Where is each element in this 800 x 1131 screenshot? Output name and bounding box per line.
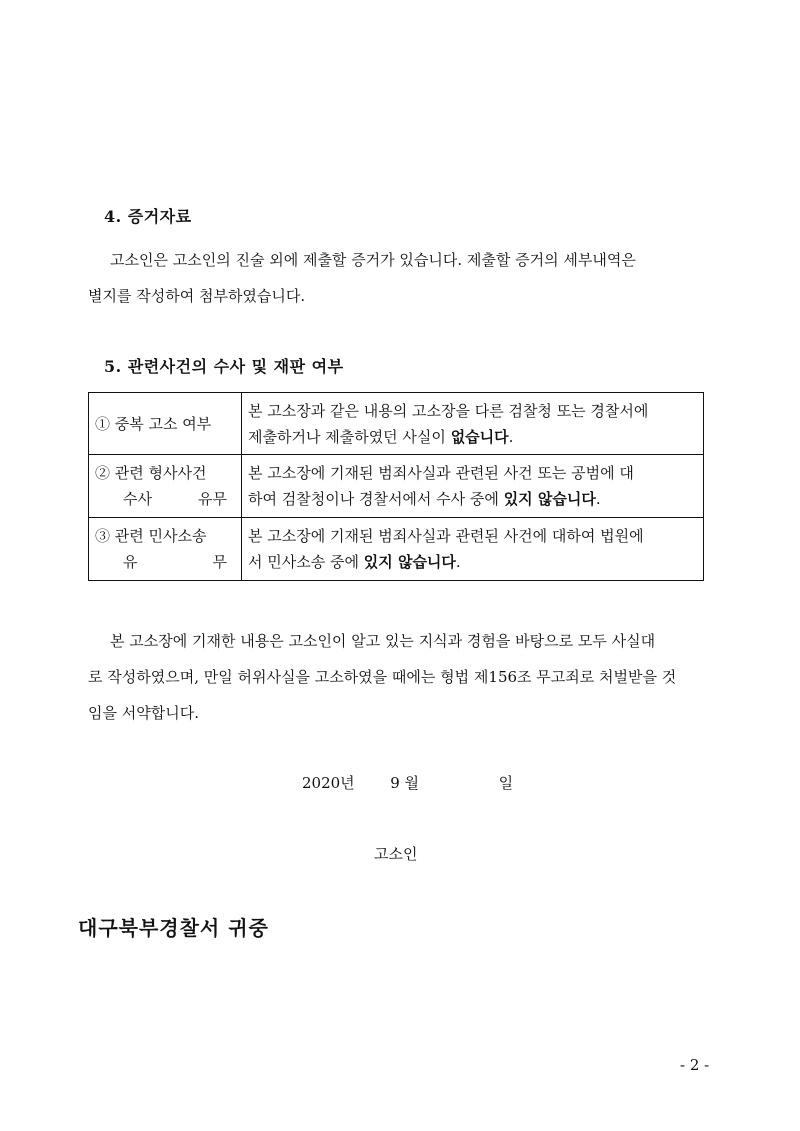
table-row (89, 518, 704, 581)
row-description (242, 518, 704, 581)
row-label-subtitle (95, 486, 235, 512)
row-description (242, 455, 704, 518)
evidence-line-1: 고소인은 고소인의 진술 외에 제출할 증거가 있습니다. 제출할 증거의 세부내역은 (110, 251, 636, 269)
row-description (242, 393, 704, 455)
row-label-sub-a: 유 (123, 553, 138, 571)
page-number: - 2 - (680, 1056, 710, 1074)
row-desc-emphasis: 없습니다 (450, 427, 509, 446)
oath-paragraph (88, 623, 724, 731)
row-desc-line-1: 본 고소장에 기재된 범죄사실과 관련된 사건 또는 공범에 대 (248, 464, 634, 482)
evidence-line-2: 별지를 작성하여 첨부하였습니다. (88, 287, 306, 305)
related-cases-heading: 5. 관련사건의 수사 및 재판 여부 (104, 357, 344, 376)
row-label-title: ③ 관련 민사소송 (95, 527, 207, 545)
row-label (89, 393, 242, 455)
date-month: 9 월 (390, 774, 420, 792)
table-row (89, 393, 704, 455)
date-year: 2020년 (302, 774, 355, 792)
row-label-subtitle (95, 549, 235, 575)
complainant-label: 고소인 (374, 845, 418, 863)
row-label (89, 518, 242, 581)
row-label-sub-a: 수사 (123, 490, 152, 508)
date-day: 일 (498, 774, 514, 792)
oath-line-2: 로 작성하였으며, 만일 허위사실을 고소하였을 때에는 형법 제156조 무고죄로 처벌받을 것 (88, 668, 677, 686)
row-desc-emphasis: 있지 않습니다 (363, 553, 456, 571)
evidence-paragraph (88, 242, 724, 314)
evidence-heading: 4. 증거자료 (104, 207, 192, 226)
oath-line-1: 본 고소장에 기재한 내용은 고소인이 알고 있는 지식과 경험을 바탕으로 모두 사실대 (110, 632, 656, 650)
row-desc-line-1: 본 고소장에 기재된 범죄사실과 관련된 사건에 대하여 법원에 (248, 527, 644, 545)
row-desc-period: . (595, 490, 601, 508)
row-desc-line-2: 서 민사소송 중에 (248, 553, 364, 571)
recipient-office: 대구북부경찰서 귀중 (78, 916, 269, 940)
related-cases-table (88, 392, 704, 581)
row-desc-period: . (508, 427, 514, 446)
row-label-sub-b: 유무 (198, 490, 227, 508)
row-label-title: ① 중복 고소 여부 (95, 414, 212, 433)
table-row (89, 455, 704, 518)
oath-line-3: 임을 서약합니다. (88, 704, 199, 722)
row-desc-line-2: 하여 검찰청이나 경찰서에서 수사 중에 (248, 490, 504, 508)
row-desc-period: . (455, 553, 461, 571)
row-label (89, 455, 242, 518)
row-label-sub-b: 무 (212, 553, 227, 571)
row-desc-line-1: 본 고소장과 같은 내용의 고소장을 다른 검찰청 또는 경찰서에 (248, 401, 649, 420)
row-desc-emphasis: 있지 않습니다 (503, 490, 596, 508)
row-desc-line-2: 제출하거나 제출하였던 사실이 (248, 427, 451, 446)
filing-date (302, 772, 513, 793)
row-label-title: ② 관련 형사사건 (95, 464, 207, 482)
